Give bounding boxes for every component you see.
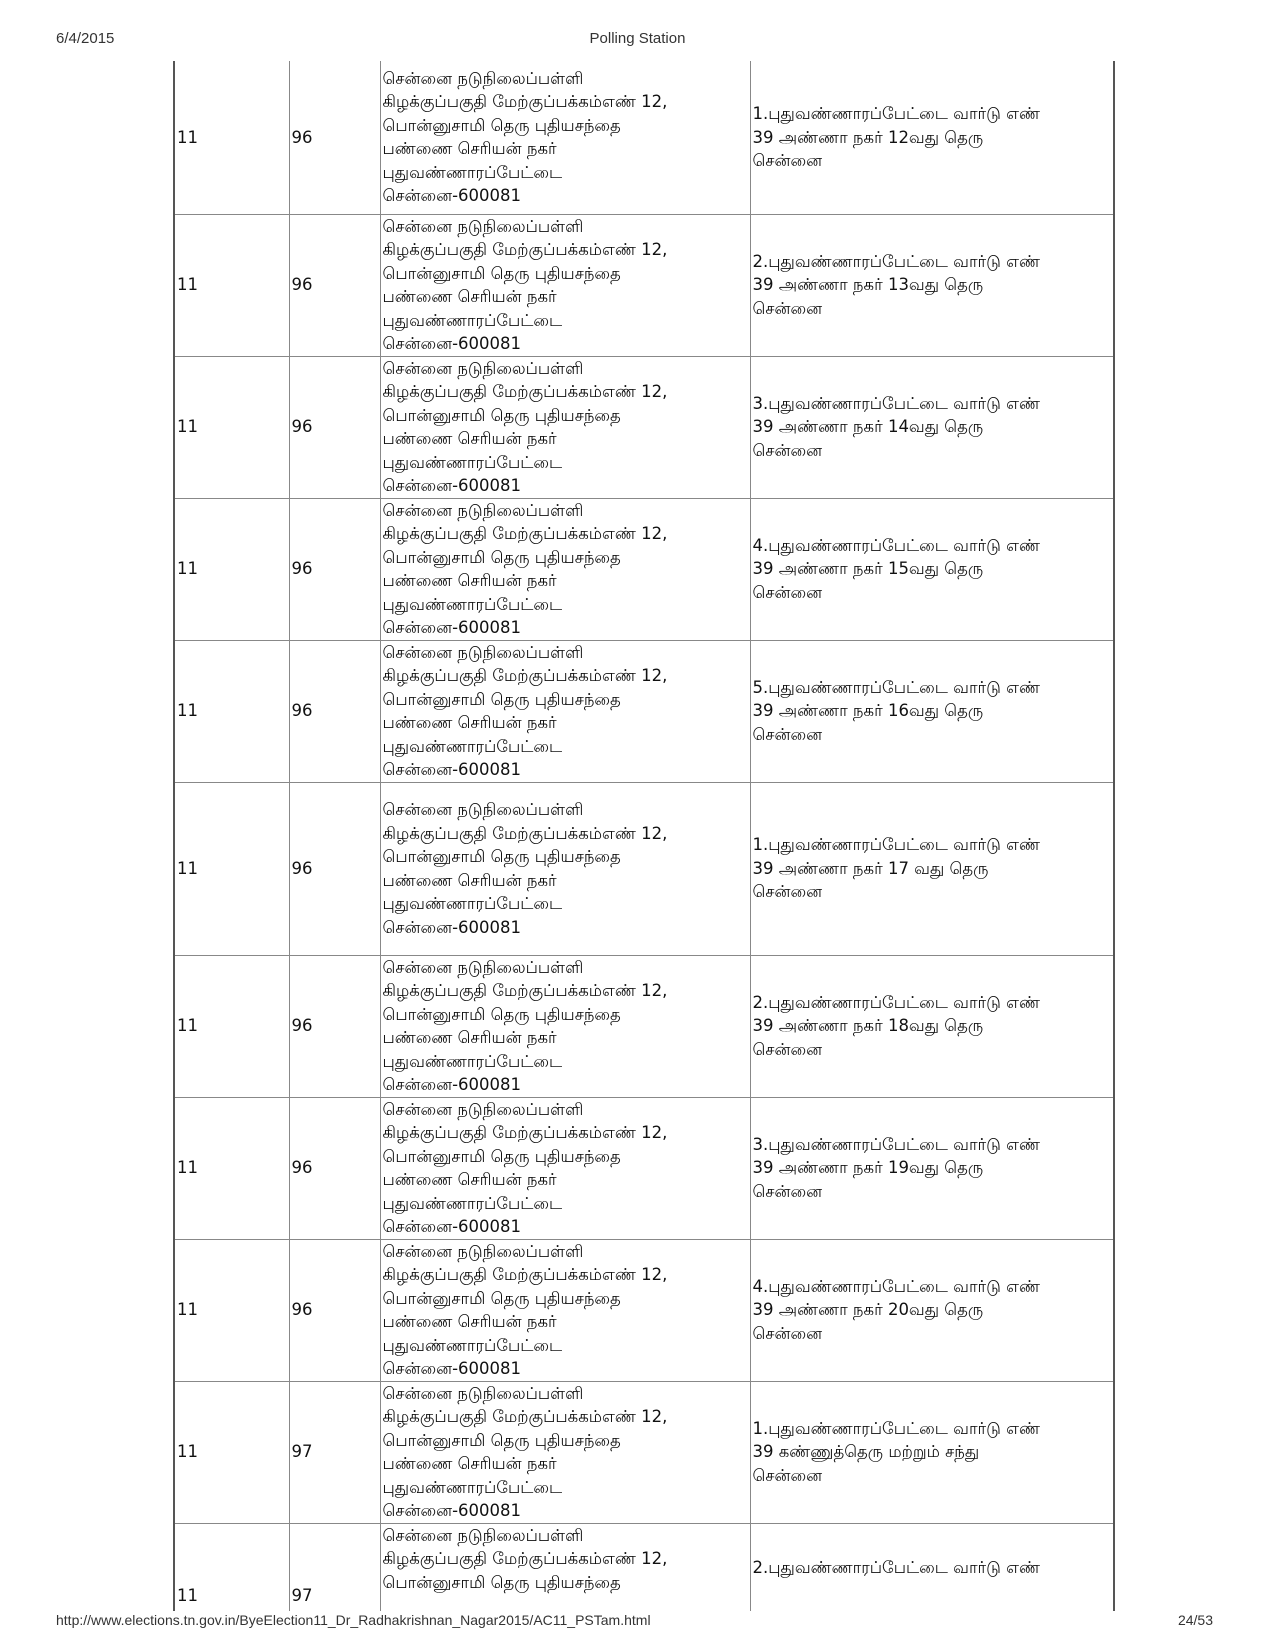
address-line: பண்ணை செரியன் நகர்: [382, 1312, 557, 1331]
address-line: கிழக்குப்பகுதி மேற்குப்பக்கம்எண் 12,: [382, 981, 668, 1000]
table-row: [174, 640, 1114, 782]
ps-number-cell: 96: [289, 1239, 380, 1381]
address-line: கிழக்குப்பகுதி மேற்குப்பக்கம்எண் 12,: [382, 524, 668, 543]
address-line: சென்னை நடுநிலைப்பள்ளி: [382, 68, 584, 88]
ps-address-cell: [380, 1523, 750, 1611]
ac-number-cell: 11: [174, 1097, 289, 1239]
ps-address-cell: [380, 356, 750, 498]
ac-number-cell: 11: [174, 782, 289, 955]
area-line: 2.புதுவண்ணாரப்பேட்டை வார்டு எண்: [752, 1557, 1041, 1577]
ac-number-cell: 11: [174, 498, 289, 640]
address-line: பொன்னுசாமி தெரு புதியசந்தை: [382, 547, 621, 567]
area-line: 3.புதுவண்ணாரப்பேட்டை வார்டு எண்: [752, 1134, 1041, 1154]
polling-area-cell: [750, 955, 1114, 1097]
polling-station-table: [173, 61, 1115, 1611]
page-url: http://www.elections.tn.gov.in/ByeElection11_Dr_Radhakrishnan_Nagar2015/AC11_PSTam.html: [56, 1612, 651, 1628]
address-line: சென்னை நடுநிலைப்பள்ளி: [382, 1241, 584, 1261]
address-line: பொன்னுசாமி தெரு புதியசந்தை: [382, 1430, 621, 1450]
area-line: 39 அண்ணா நகர் 13வது தெரு: [752, 275, 984, 295]
address-line: பண்ணை செரியன் நகர்: [382, 287, 557, 306]
address-line: பண்ணை செரியன் நகர்: [382, 571, 557, 590]
address-line: பொன்னுசாமி தெரு புதியசந்தை: [382, 405, 621, 425]
ps-address-cell: [380, 1381, 750, 1523]
address-line: கிழக்குப்பகுதி மேற்குப்பக்கம்எண் 12,: [382, 1265, 668, 1284]
area-line: சென்னை: [752, 1181, 823, 1201]
area-line: சென்னை: [752, 882, 823, 902]
ps-number-cell: 96: [289, 61, 380, 214]
ps-address-cell: [380, 955, 750, 1097]
address-line: பொன்னுசாமி தெரு புதியசந்தை: [382, 115, 621, 135]
table-row: [174, 214, 1114, 356]
address-line: சென்னை-600081: [382, 760, 522, 779]
ps-address-cell: [380, 640, 750, 782]
area-line: 1.புதுவண்ணாரப்பேட்டை வார்டு எண்: [752, 1418, 1041, 1438]
address-line: சென்னை நடுநிலைப்பள்ளி: [382, 358, 584, 378]
address-line: புதுவண்ணாரப்பேட்டை: [382, 736, 563, 756]
address-line: சென்னை நடுநிலைப்பள்ளி: [382, 1383, 584, 1403]
polling-area-cell: [750, 1523, 1114, 1611]
table-row: [174, 1381, 1114, 1523]
address-line: சென்னை-600081: [382, 618, 522, 637]
address-line: சென்னை-600081: [382, 1501, 522, 1520]
area-line: 39 அண்ணா நகர் 19வது தெரு: [752, 1158, 984, 1178]
polling-area-cell: [750, 640, 1114, 782]
area-line: 3.புதுவண்ணாரப்பேட்டை வார்டு எண்: [752, 393, 1041, 413]
ac-number-cell: 11: [174, 356, 289, 498]
address-line: சென்னை நடுநிலைப்பள்ளி: [382, 1525, 584, 1545]
address-line: பண்ணை செரியன் நகர்: [382, 870, 557, 890]
area-line: 39 அண்ணா நகர் 14வது தெரு: [752, 417, 984, 437]
area-line: 39 அண்ணா நகர் 20வது தெரு: [752, 1300, 984, 1320]
polling-area-cell: [750, 1097, 1114, 1239]
table-row: [174, 61, 1114, 214]
address-line: சென்னை நடுநிலைப்பள்ளி: [382, 800, 584, 819]
area-line: 2.புதுவண்ணாரப்பேட்டை வார்டு எண்: [752, 251, 1041, 271]
area-line: 4.புதுவண்ணாரப்பேட்டை வார்டு எண்: [752, 1276, 1041, 1296]
table-row: [174, 782, 1114, 955]
ps-number-cell: 96: [289, 955, 380, 1097]
address-line: கிழக்குப்பகுதி மேற்குப்பக்கம்எண் 12,: [382, 666, 668, 685]
address-line: பண்ணை செரியன் நகர்: [382, 139, 557, 159]
address-line: சென்னை நடுநிலைப்பள்ளி: [382, 216, 584, 236]
area-line: 39 அண்ணா நகர் 18வது தெரு: [752, 1016, 984, 1036]
address-line: புதுவண்ணாரப்பேட்டை: [382, 1477, 563, 1497]
ps-address-cell: [380, 1239, 750, 1381]
area-line: சென்னை: [752, 1465, 823, 1485]
address-line: புதுவண்ணாரப்பேட்டை: [382, 310, 563, 330]
address-line: பண்ணை செரியன் நகர்: [382, 1170, 557, 1189]
address-line: பொன்னுசாமி தெரு புதியசந்தை: [382, 263, 621, 283]
polling-area-cell: [750, 356, 1114, 498]
ps-address-cell: [380, 214, 750, 356]
polling-area-cell: [750, 214, 1114, 356]
ps-number-cell: 96: [289, 1097, 380, 1239]
address-line: புதுவண்ணாரப்பேட்டை: [382, 1051, 563, 1071]
area-line: சென்னை: [752, 298, 823, 318]
ac-number-cell: 11: [174, 1523, 289, 1611]
ps-number-cell: 97: [289, 1523, 380, 1611]
address-line: பொன்னுசாமி தெரு புதியசந்தை: [382, 1288, 621, 1308]
address-line: சென்னை நடுநிலைப்பள்ளி: [382, 500, 584, 520]
address-line: சென்னை-600081: [382, 1075, 522, 1094]
ac-number-cell: 11: [174, 214, 289, 356]
table-row: [174, 1097, 1114, 1239]
area-line: சென்னை: [752, 1323, 823, 1343]
area-line: 39 அண்ணா நகர் 12வது தெரு: [752, 127, 984, 147]
area-line: 4.புதுவண்ணாரப்பேட்டை வார்டு எண்: [752, 535, 1041, 555]
ps-number-cell: 96: [289, 356, 380, 498]
ps-number-cell: 96: [289, 498, 380, 640]
table-row: [174, 1239, 1114, 1381]
area-line: 2.புதுவண்ணாரப்பேட்டை வார்டு எண்: [752, 992, 1041, 1012]
page-number: 24/53: [1177, 1612, 1213, 1628]
area-line: 39 அண்ணா நகர் 16வது தெரு: [752, 701, 984, 721]
address-line: புதுவண்ணாரப்பேட்டை: [382, 452, 563, 472]
ac-number-cell: 11: [174, 640, 289, 782]
address-line: பொன்னுசாமி தெரு புதியசந்தை: [382, 847, 621, 866]
address-line: பொன்னுசாமி தெரு புதியசந்தை: [382, 1572, 621, 1592]
table-row: [174, 498, 1114, 640]
address-line: பண்ணை செரியன் நகர்: [382, 713, 557, 732]
area-line: 39 அண்ணா நகர் 15வது தெரு: [752, 559, 984, 579]
address-line: பொன்னுசாமி தெரு புதியசந்தை: [382, 1146, 621, 1166]
address-line: புதுவண்ணாரப்பேட்டை: [382, 894, 563, 913]
ps-number-cell: 96: [289, 782, 380, 955]
ps-address-cell: [380, 1097, 750, 1239]
address-line: கிழக்குப்பகுதி மேற்குப்பக்கம்எண் 12,: [382, 1407, 668, 1426]
ps-address-cell: [380, 782, 750, 955]
polling-area-cell: [750, 1381, 1114, 1523]
page-title: Polling Station: [589, 30, 686, 47]
address-line: சென்னை-600081: [382, 917, 522, 937]
address-line: புதுவண்ணாரப்பேட்டை: [382, 594, 563, 614]
polling-area-cell: [750, 61, 1114, 214]
area-line: 1.புதுவண்ணாரப்பேட்டை வார்டு எண்: [752, 104, 1041, 123]
address-line: சென்னை-600081: [382, 1359, 522, 1378]
print-date: 6/4/2015: [56, 30, 115, 47]
address-line: பண்ணை செரியன் நகர்: [382, 1454, 557, 1473]
address-line: பண்ணை செரியன் நகர்: [382, 429, 557, 448]
address-line: கிழக்குப்பகுதி மேற்குப்பக்கம்எண் 12,: [382, 1549, 668, 1568]
area-line: 39 அண்ணா நகர் 17 வது தெரு: [752, 858, 989, 878]
address-line: புதுவண்ணாரப்பேட்டை: [382, 1193, 563, 1213]
polling-station-table-body: [174, 61, 1114, 1611]
ps-number-cell: 96: [289, 640, 380, 782]
area-line: சென்னை: [752, 1039, 823, 1059]
address-line: சென்னை-600081: [382, 334, 522, 353]
ps-number-cell: 97: [289, 1381, 380, 1523]
address-line: பொன்னுசாமி தெரு புதியசந்தை: [382, 689, 621, 709]
ac-number-cell: 11: [174, 1239, 289, 1381]
area-line: 5.புதுவண்ணாரப்பேட்டை வார்டு எண்: [752, 677, 1041, 697]
area-line: 39 கண்ணுத்தெரு மற்றும் சந்து: [752, 1442, 980, 1462]
address-line: கிழக்குப்பகுதி மேற்குப்பக்கம்எண் 12,: [382, 823, 668, 843]
area-line: சென்னை: [752, 440, 823, 460]
ps-number-cell: 96: [289, 214, 380, 356]
ps-address-cell: [380, 61, 750, 214]
ac-number-cell: 11: [174, 61, 289, 214]
table-row: [174, 955, 1114, 1097]
address-line: சென்னை-600081: [382, 186, 522, 206]
area-line: சென்னை: [752, 724, 823, 744]
address-line: கிழக்குப்பகுதி மேற்குப்பக்கம்எண் 12,: [382, 382, 668, 401]
address-line: சென்னை-600081: [382, 476, 522, 495]
ps-address-cell: [380, 498, 750, 640]
table-row: [174, 356, 1114, 498]
table-row: [174, 1523, 1114, 1611]
address-line: புதுவண்ணாரப்பேட்டை: [382, 1335, 563, 1355]
address-line: கிழக்குப்பகுதி மேற்குப்பக்கம்எண் 12,: [382, 240, 668, 259]
address-line: சென்னை நடுநிலைப்பள்ளி: [382, 642, 584, 662]
address-line: பண்ணை செரியன் நகர்: [382, 1028, 557, 1047]
address-line: பொன்னுசாமி தெரு புதியசந்தை: [382, 1004, 621, 1024]
address-line: கிழக்குப்பகுதி மேற்குப்பக்கம்எண் 12,: [382, 92, 668, 112]
address-line: கிழக்குப்பகுதி மேற்குப்பக்கம்எண் 12,: [382, 1123, 668, 1142]
area-line: சென்னை: [752, 151, 823, 170]
polling-area-cell: [750, 782, 1114, 955]
polling-area-cell: [750, 1239, 1114, 1381]
polling-area-cell: [750, 498, 1114, 640]
area-line: சென்னை: [752, 582, 823, 602]
address-line: சென்னை நடுநிலைப்பள்ளி: [382, 957, 584, 977]
ac-number-cell: 11: [174, 1381, 289, 1523]
address-line: சென்னை-600081: [382, 1217, 522, 1236]
ac-number-cell: 11: [174, 955, 289, 1097]
address-line: புதுவண்ணாரப்பேட்டை: [382, 162, 563, 182]
address-line: சென்னை நடுநிலைப்பள்ளி: [382, 1099, 584, 1119]
area-line: 1.புதுவண்ணாரப்பேட்டை வார்டு எண்: [752, 835, 1041, 855]
